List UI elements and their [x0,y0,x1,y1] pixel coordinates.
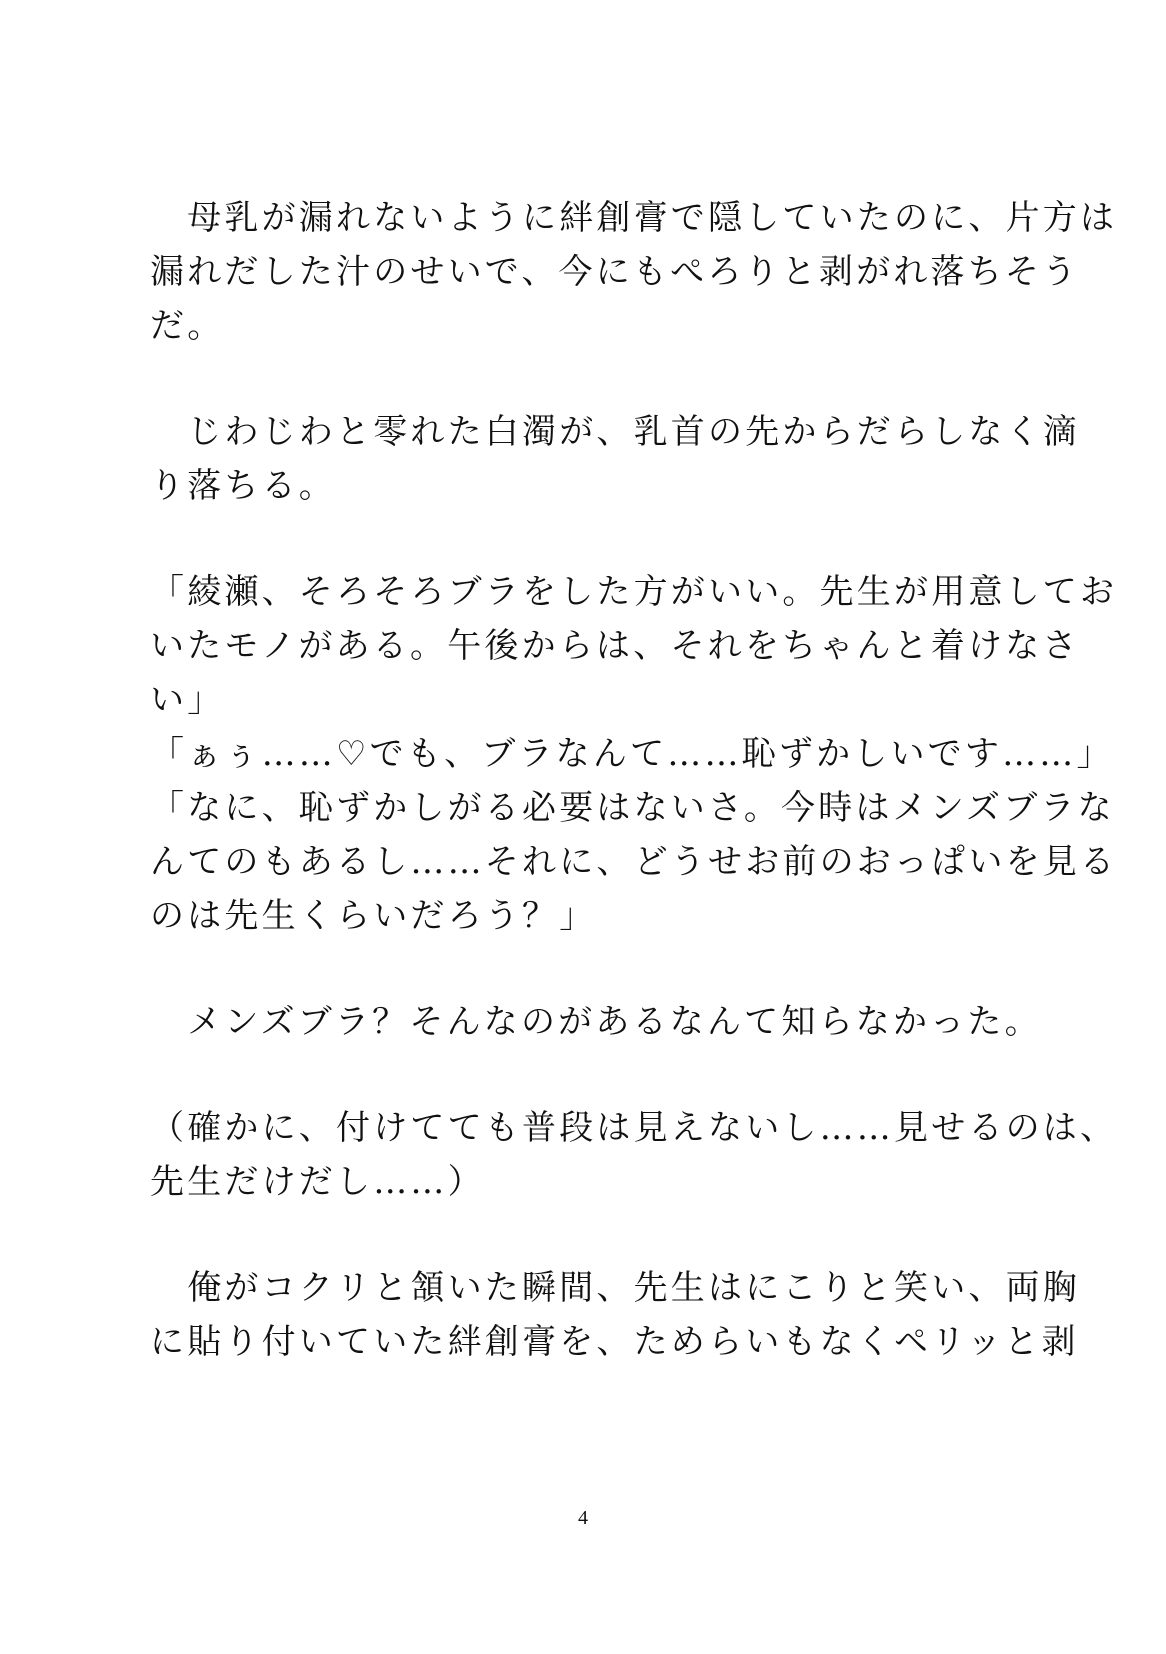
text-line: 「なに、恥ずかしがる必要はないさ。今時はメンズブラな [150,788,1115,828]
text-line: だ。 [150,306,225,346]
text-line: んてのもあるし……それに、どうせお前のおっぱいを見る [150,842,1118,882]
text-line: に貼り付いていた絆創膏を、ためらいもなくペリッと剥 [150,1322,1079,1362]
text-line: り落ちる。 [150,466,336,506]
text-line: メンズブラ？そんなのがあるなんて知らなかった。 [150,1002,1042,1042]
text-line: 漏れだした汁のせいで、今にもぺろりと剥がれ落ちそう [150,252,1080,292]
text-line: いたモノがある。午後からは、それをちゃんと着けなさ [150,626,1080,666]
page-number: 4 [578,1507,588,1529]
text-line: い」 [150,680,225,720]
text-line: （確かに、付けてても普段は見えないし……見せるのは、 [150,1108,1118,1148]
text-line: 「ぁぅ……♡でも、ブラなんて……恥ずかしいです……」 [150,734,1114,774]
text-line: のは先生くらいだろう？」 [150,896,597,936]
text-line: 母乳が漏れないように絆創膏で隠していたのに、片方は [150,198,1118,238]
text-line: 「綾瀬、そろそろブラをした方がいい。先生が用意してお [150,572,1118,612]
text-line: 俺がコクリと頷いた瞬間、先生はにこりと笑い、両胸 [150,1268,1080,1308]
text-line: じわじわと零れた白濁が、乳首の先からだらしなく滴 [150,412,1080,452]
text-line: 先生だけだし……） [150,1162,485,1202]
